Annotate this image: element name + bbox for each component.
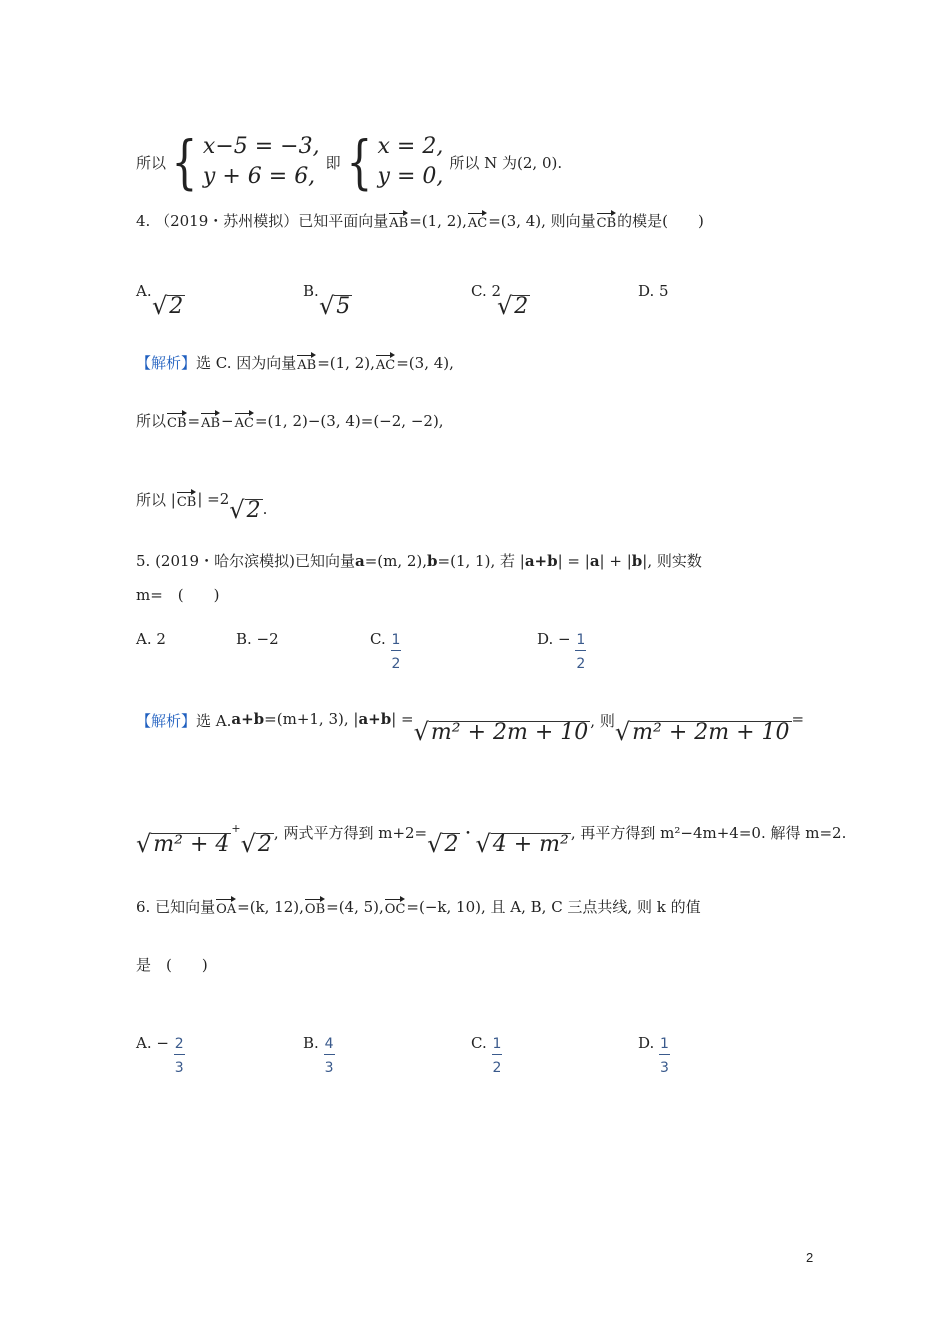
text: 所以 N 为(2, 0).: [449, 153, 563, 172]
q5-option-a: A. 2: [136, 630, 166, 648]
vector-ac: AC: [468, 210, 487, 231]
question-6-stem: 6. 已知向量 OA =(k, 12), OB =(4, 5), OC =(−k, 10), 且 A, B, C 三点共线, 则 k 的值: [136, 897, 701, 917]
question-5-stem: 5. (2019・哈尔滨模拟)已知向量 a =(m, 2), b =(1, 1), 若 | a+b | = | a | + | b |, 则实数: [136, 551, 702, 570]
left-brace: {: [171, 128, 198, 196]
vector-oa: OA: [216, 896, 236, 917]
sqrt: √ 2: [152, 292, 184, 320]
vector-ac: AC: [376, 352, 395, 373]
sqrt: √ 4 + m²: [475, 830, 569, 858]
sqrt: √ m² + 2m + 10: [614, 718, 790, 746]
sqrt: √ 2: [229, 496, 261, 524]
sqrt: √ m² + 4: [136, 830, 230, 858]
q4-option-b: B. √ 5: [303, 282, 351, 320]
vector-ac: AC: [235, 410, 254, 431]
equation-system-1: x−5 = −3, y + 6 = 6,: [202, 134, 320, 189]
q4-option-c: C. 2 √ 2: [471, 282, 529, 320]
solution-4-line-2: 所以 CB = AB − AC =(1, 2)−(3, 4)=(−2, −2),: [136, 411, 444, 431]
sqrt: √ 2: [240, 830, 272, 858]
analysis-tag: 【解析】: [136, 354, 197, 372]
q6-option-d: D. $\frac{1}{3}$: [638, 1034, 670, 1081]
analysis-tag: 【解析】: [136, 712, 197, 730]
q5-option-c: C. $\frac{1}{2}$: [370, 630, 401, 677]
fraction: $\frac{1}{2}$: [576, 632, 586, 672]
q6-option-b: B. $\frac{4}{3}$: [303, 1034, 335, 1081]
vector-ab: AB: [389, 210, 408, 231]
q6-option-a: A. − $\frac{2}{3}$: [136, 1034, 185, 1081]
vector-oc: OC: [385, 896, 406, 917]
question-4-stem: 4. （2019・苏州模拟）已知平面向量 AB =(1, 2), AC =(3, 4), 则向量 CB 的模是( ): [136, 211, 704, 231]
vector-ab: AB: [297, 352, 316, 373]
solution-line-system: [136, 128, 563, 196]
vector-ob: OB: [305, 896, 325, 917]
solution-4-line-3: 所以 | CB | =2 √ 2 .: [136, 490, 268, 524]
vector-cb: CB: [597, 210, 617, 231]
fraction: $\frac{2}{3}$: [174, 1036, 184, 1076]
fraction: $\frac{1}{2}$: [391, 632, 401, 672]
sqrt: √ 2: [497, 292, 529, 320]
solution-4-line-1: 【解析】 选 C. 因为向量 AB =(1, 2), AC =(3, 4),: [136, 353, 454, 373]
fraction: $\frac{1}{3}$: [660, 1036, 669, 1076]
q4-option-a: A. √ 2: [136, 282, 184, 320]
q5-option-b: B. −2: [236, 630, 279, 648]
q6-option-c: C. $\frac{1}{2}$: [471, 1034, 502, 1081]
vector-cb: CB: [177, 489, 197, 510]
vector-ab: AB: [201, 410, 220, 431]
solution-5-line-2: √ m² + 4 + √ 2 , 两式平方得到 m+2= √ 2 ・ √ 4 + m² , 再平方得到 m²−4m+4=0. 解得 m=2.: [136, 822, 847, 858]
question-5-stem-cont: m= ( ): [136, 586, 220, 604]
q4-option-d: D. 5: [638, 282, 669, 300]
solution-5-line-1: 【解析】 选 A. a+b =(m+1, 3), | a+b | = √ m² + 2m + 10 , 则 √ m² + 2m + 10 =: [136, 710, 805, 746]
sqrt: √ 2: [427, 830, 459, 858]
text: 即: [325, 153, 341, 172]
q5-option-d: D. − $\frac{1}{2}$: [537, 630, 586, 677]
vector-cb: CB: [167, 410, 187, 431]
sqrt: √ 5: [319, 292, 351, 320]
fraction: $\frac{4}{3}$: [324, 1036, 334, 1076]
page-number: 2: [806, 1250, 814, 1265]
fraction: $\frac{1}{2}$: [492, 1036, 502, 1076]
equation-system-2: x = 2, y = 0,: [377, 134, 444, 189]
question-6-stem-cont: 是 ( ): [136, 956, 208, 974]
text: 所以: [136, 153, 167, 172]
sqrt: √ m² + 2m + 10: [413, 718, 589, 746]
left-brace: {: [346, 128, 372, 196]
